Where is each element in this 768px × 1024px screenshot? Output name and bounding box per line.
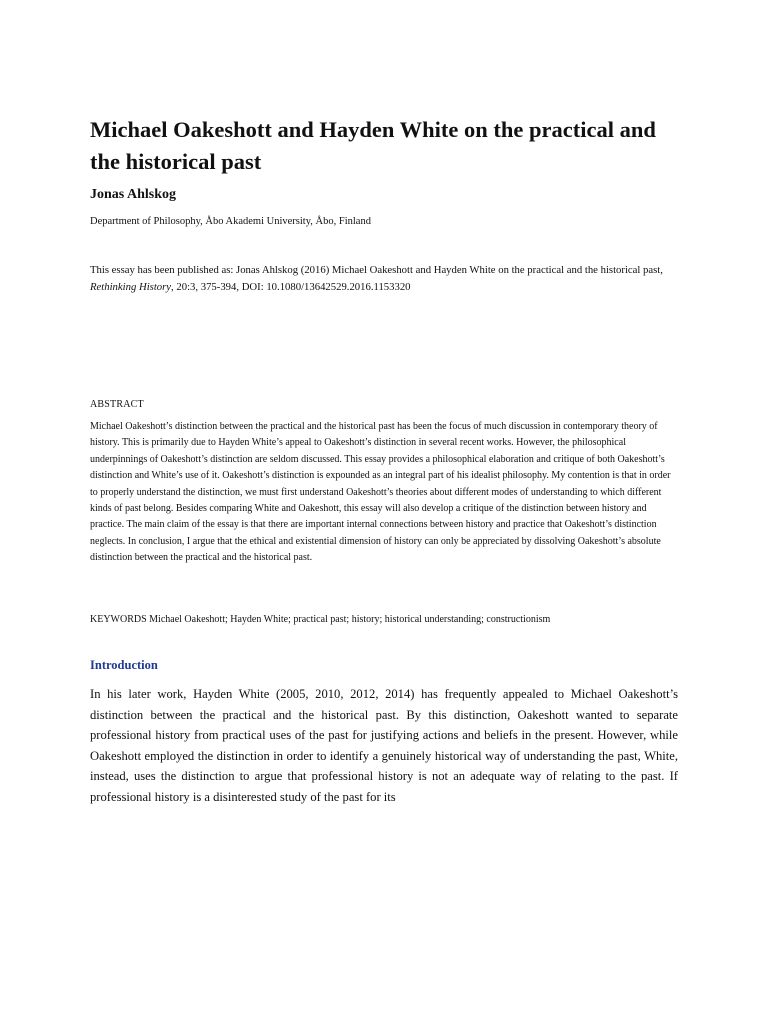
author-affiliation: Department of Philosophy, Åbo Akademi University, Åbo, Finland <box>90 216 371 227</box>
publication-notice-prefix: This essay has been published as: Jonas Ahlskog (2016) Michael Oakeshott and Hayden White on the practical and the historical past, <box>90 264 663 276</box>
paper-title: Michael Oakeshott and Hayden White on the practical and the historical past <box>90 117 656 174</box>
introduction-paragraph: In his later work, Hayden White (2005, 2010, 2012, 2014) has frequently appealed to Michael Oakeshott’s distinction between the practical and the historical past. By this distinction, Oakeshott wanted to separate professional history from practical uses of the past for justifying actions and beliefs in the present. However, while Oakeshott employed the distinction in order to identify a genuinely historical way of understanding the past, White, instead, uses the distinction to argue that professional history is not an adequate way of relating to the past. If professional history is a disinterested study of the past for its <box>90 687 678 804</box>
publication-notice <box>90 262 680 296</box>
abstract-text: Michael Oakeshott’s distinction between the practical and the historical past has been the focus of much discussion in contemporary theory of history. This is primarily due to Hayden White’s appeal to Oakeshott’s distinction in several recent works. However, the philosophical underpinnings of Oakeshott’s distinction are seldom discussed. This essay provides a philosophical elaboration and critique of both Oakeshott’s distinction and White’s use of it. Oakeshott’s distinction is expounded as an integral part of his idealist philosophy. My contention is that in order to properly understand the distinction, we must first understand Oakeshott’s theories about different modes of understanding to which different kinds of past belong. Besides comparing White and Oakeshott, this essay will also develop a critique of the distinction between history and practice. The main claim of the essay is that there are important internal connections between history and practice that Oakeshott’s distinction neglects. In conclusion, I argue that the ethical and existential dimension of history can only be appreciated by dissolving Oakeshott’s absolute distinction between the practical and the historical past. <box>90 421 671 564</box>
journal-name: Rethinking History <box>90 281 172 293</box>
publication-notice-suffix: , 20:3, 375-394, DOI: 10.1080/13642529.2016.1153320 <box>171 281 411 293</box>
author-name: Jonas Ahlskog <box>90 187 176 202</box>
keywords: KEYWORDS Michael Oakeshott; Hayden White; practical past; history; historical understanding; constructionism <box>90 614 551 625</box>
abstract-heading: ABSTRACT <box>90 399 144 410</box>
section-heading-introduction: Introduction <box>90 658 158 672</box>
